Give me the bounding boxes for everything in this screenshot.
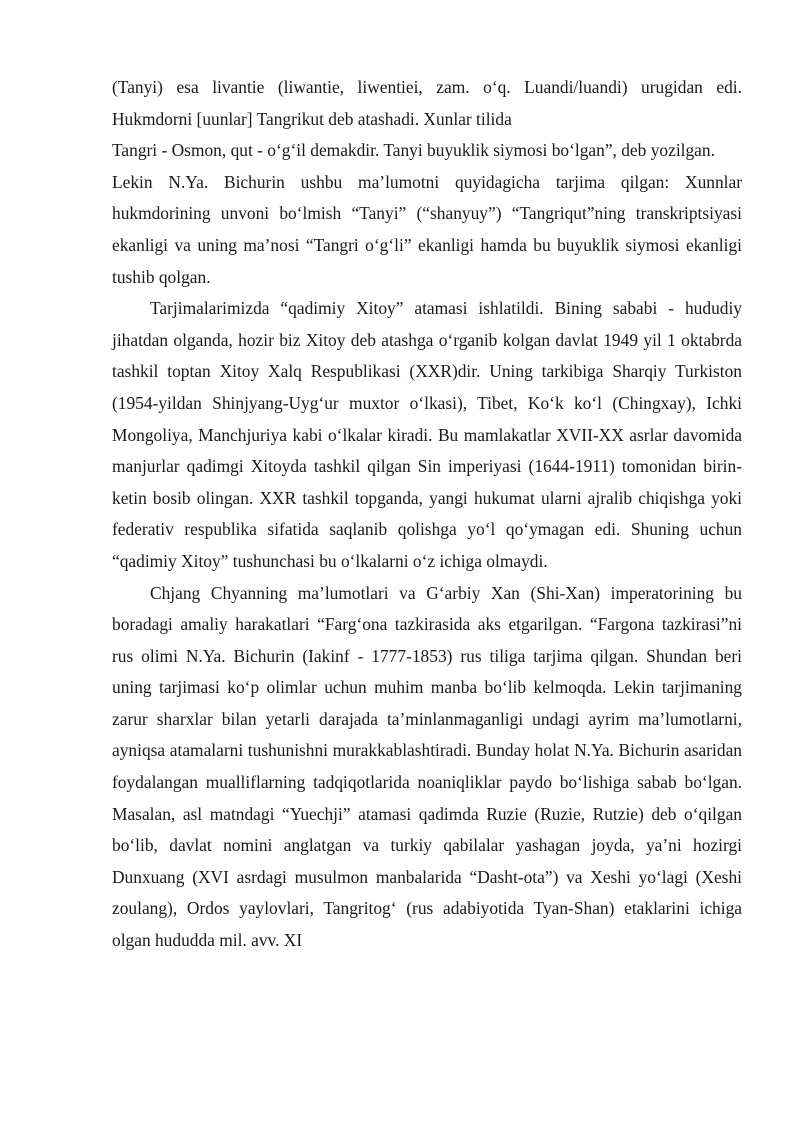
text-line: boradagi amaliy harakatlari “Farg‘ona tazkirasida aks etgarilgan. “Fargona [112,614,655,635]
paragraph-4 [112,293,742,577]
text-line: va turkiy qabilalar yashagan joyda, ya’ni hozirgi Dunxuang (XVI asrdagi musulmon [112,835,742,887]
text-line: manbalarida “Dasht-ota”) va Xeshi yo‘lagi (Xeshi zoulang), Ordos yaylovlari, [112,866,742,919]
text-line: Turkiston (1954-yildan Shinjyang-Uyg‘ur muxtor o‘lkasi), Tibet, Ko‘k ko‘l [112,361,742,413]
text-line: noaniqliklar paydo bo‘lishiga sabab bo‘lgan. Masalan, asl matndagi “Yuechji” [112,772,743,824]
text-line: Lekin tarjimaning zarur sharxlar bilan yetarli darajada ta’minlanmaganligi undagi [112,677,742,729]
text-line: holat N.Ya. Bichurin asaridan foydalangan mualliflarning tadqiqotlarida [112,740,742,793]
text-line: Tarjimalarimizda “qadimiy Xitoy” atamasi ishlatildi. Bining sababi - hududiy [150,298,742,319]
paragraph-1 [112,72,742,135]
paragraph-2 [112,135,742,167]
text-line: buyuklik siymosi ekanligi tushib qolgan. [112,234,742,287]
text-line: XVII-XX asrlar davomida manjurlar qadimgi Xitoyda tashkil qilgan Sin imperiyasi [112,424,742,477]
text-line: tazkirasi”ni rus olimi N.Ya. Bichurin (Iakinf - 1777-1853) rus tiliga tarjima qilgan. [112,614,742,666]
text-line: ayrim ma’lumotlarni, ayniqsa atamalarni tushunishni murakkablashtiradi. Bunday [112,708,742,761]
text-line: Hukmdorni [uunlar] Tangrikut deb atashadi. Xunlar tilida [112,108,512,129]
text-line: (Chingxay), Ichki Mongoliya, Manchjuriya kabi o‘lkalar kiradi. Bu mamlakatlar [112,392,742,445]
text-line: yo‘l qo‘ymagan edi. Shuning uchun “qadimiy Xitoy” tushunchasi bu o‘lkalarni o‘z [112,519,742,571]
text-line: yozilgan. [650,140,715,161]
text-line: transkriptsiyasi ekanligi va uning ma’nosi “Tangri o‘g‘li” ekanligi hamda bu [112,203,742,255]
text-line: jihatdan olganda, hozir biz Xitoy deb atashga o‘rganib kolgan davlat 1949 yil 1 [112,329,676,350]
text-line: Tangri - Osmon, qut - o‘g‘il demakdir. Tanyi buyuklik siymosi bo‘lgan”, deb [112,140,647,161]
text-line: Shundan beri uning tarjimasi ko‘p olimlar uchun muhim manba bo‘lib kelmoqda. [112,645,742,698]
paragraph-3 [112,167,742,293]
text-line: (Tanyi) esa livantie (liwantie, liwentiei, zam. o‘q. Luandi/luandi) urugidan edi. [112,77,742,97]
text-line: atamasi qadimda Ruzie (Ruzie, Rutzie) deb o‘qilgan bo‘lib, davlat nomini anglatgan [112,803,742,856]
text-line: hukumat ularni ajralib chiqishga yoki federativ respublika sifatida saqlanib qolishga [112,487,742,540]
document-page [112,72,742,957]
text-line: hukmdorining unvoni bo‘lmish “Tanyi” (“shanyuy”) “Tangriqut”ning [112,203,626,224]
text-line: oktabrda tashkil toptan Xitoy Xalq Respublikasi (XXR)dir. Uning tarkibiga Sharqiy [112,329,742,382]
text-line: Chjang Chyanning ma’lumotlari va G‘arbiy Xan (Shi-Xan) imperatorining bu [150,582,742,603]
paragraph-5 [112,578,742,957]
text-line: (1644-1911) tomonidan birin-ketin bosib olingan. XXR tashkil topganda, yangi [112,456,742,508]
text-line: Lekin N.Ya. Bichurin ushbu ma’lumotni quyidagicha tarjima qilgan: Xunnlar [112,171,742,192]
text-line: ichiga olmaydi. [439,550,548,571]
text-line: Tangritog‘ (rus adabiyotida Tyan-Shan) etaklarini ichiga olgan hududda mil. avv. XI [112,898,742,951]
